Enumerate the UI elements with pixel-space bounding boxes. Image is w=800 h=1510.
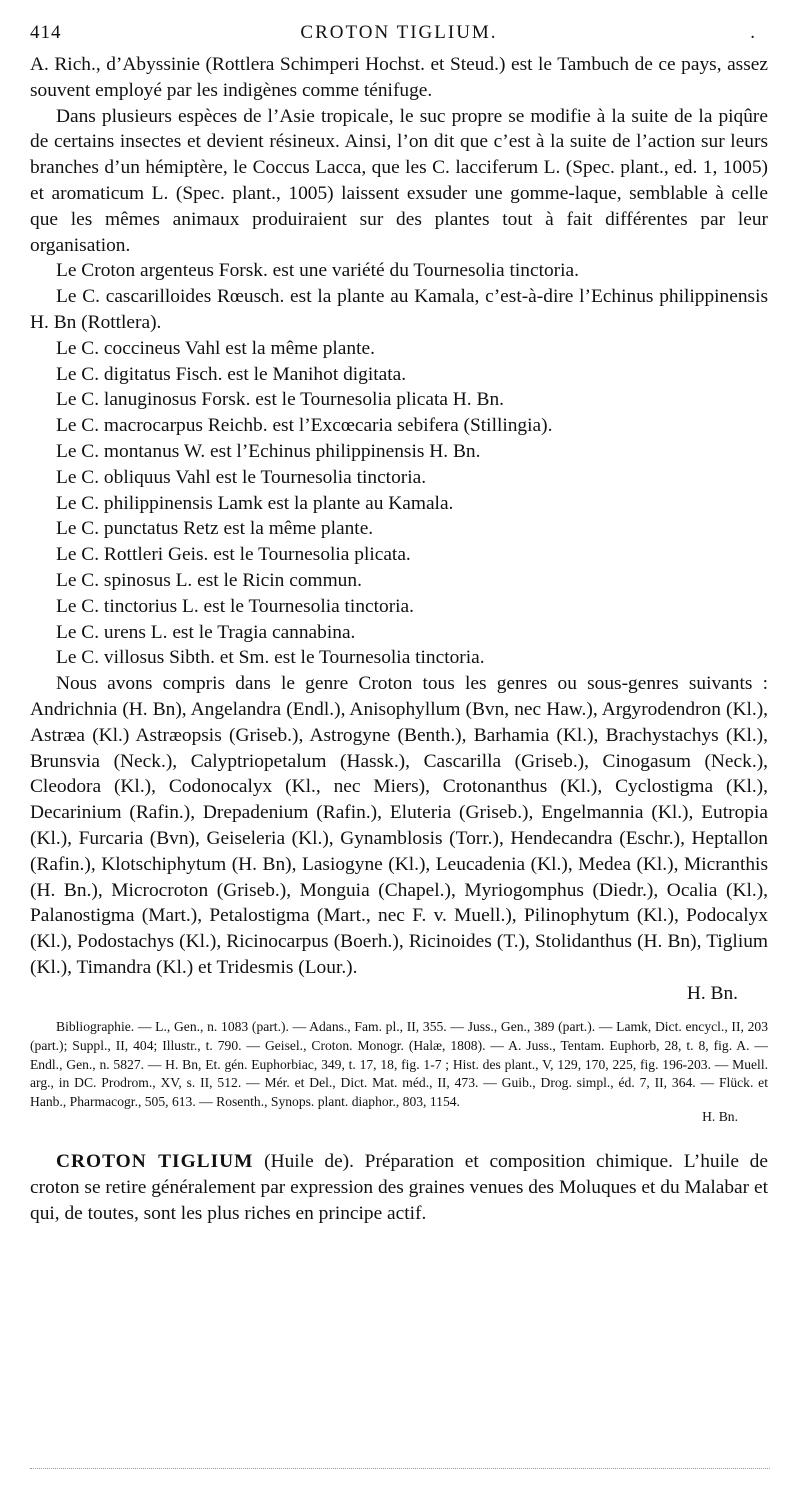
synonym-line: Le C. Rottleri Geis. est le Tournesolia plicata. (56, 544, 411, 566)
paragraph-resin: Dans plusieurs espèces de l’Asie tropicale, le suc propre se modifie à la suite de la piqûre de certains insectes et devient résineux. Ainsi, l’on dit que c’est à la suite de l’action sur leurs branches d’un hémiptère, le Coccus Lacca, que les C. lacciferum L. (Spec. plant., ed. 1, 1005) et aromaticum L. (Spec. plant., 1005) laissent exsuder une gomme-laque, semblable à celle que les mêmes animaux produiraient sur des plantes tout à fait différentes par leur organisation. (30, 105, 768, 256)
synonym-line: Le C. digitatus Fisch. est le Manihot digitata. (56, 363, 407, 385)
synonym-line: Le C. coccineus Vahl est la même plante. (56, 337, 375, 359)
synonym-line: Le C. tinctorius L. est le Tournesolia tinctoria. (56, 595, 415, 617)
header-mark: . (750, 22, 756, 43)
synonym-line: Le C. spinosus L. est le Ricin commun. (56, 569, 362, 591)
synonym-line: Le C. macrocarpus Reichb. est l’Excœcaria sebifera (Stillingia). (56, 415, 553, 437)
paragraph-argenteus: Le Croton argenteus Forsk. est une variété du Tournesolia tinctoria. (56, 260, 579, 282)
running-title: CROTON TIGLIUM. (300, 22, 498, 43)
synonym-line: Le C. philippinensis Lamk est la plante au Kamala. (56, 492, 454, 514)
page (30, 22, 768, 1227)
synonym-line: Le C. villosus Sibth. et Sm. est le Tournesolia tinctoria. (56, 647, 485, 669)
bibliography (30, 1018, 768, 1111)
paragraph-continuation: A. Rich., d’Abyssinie (Rottlera Schimperi Hochst. et Steud.) est le Tambuch de ce pays, assez souvent employé par les indigènes comme ténifuge. (30, 54, 768, 101)
paragraph-cascarilloides: Le C. cascarilloides Rœusch. est la plante au Kamala, c’est-à-dire l’Echinus philippinensis H. Bn (Rottlera). (30, 286, 768, 333)
bibliography-text: Bibliographie. — L., Gen., n. 1083 (part.). — Adans., Fam. pl., II, 355. — Juss., Gen., 389 (part.). — Lamk, Dict. encycl., II, 203 (part.); Suppl., II, 404; Illustr., t. 790. — Geisel., Croton. Monogr. (Halæ, 1808). — A. Juss., Tentam. Euphorb, 28, t. 8, fig. A. — Endl., Gen., n. 5827. — H. Bn, Et. gén. Euphorbiac, 349, t. 17, 18, fig. 1-7 ; Hist. des plant., V, 129, 170, 225, fig. 196-203. — Muell. arg., in DC. Prodrom., XV, s. II, 512. — Mér. et Del., Dict. Mat. méd., II, 473. — Guib., Drog. simpl., éd. 7, II, 364. — Flück. et Hanb., Pharmacogr., 505, 613. — Rosenth., Synops. plant. diaphor., 803, 1154. (30, 1019, 768, 1109)
synonym-line: Le C. lanuginosus Forsk. est le Tournesolia plicata H. Bn. (56, 389, 504, 411)
bibliography-signature: H. Bn. (702, 1109, 738, 1125)
synonym-list (30, 336, 768, 671)
synonym-line: Le C. punctatus Retz est la même plante. (56, 518, 374, 540)
synonym-line: Le C. montanus W. est l’Echinus philippinensis H. Bn. (56, 440, 481, 462)
running-header (30, 22, 768, 52)
synonym-line: Le C. urens L. est le Tragia cannabina. (56, 621, 356, 643)
section-croton-tiglium (30, 1149, 768, 1226)
section-heading: CROTON TIGLIUM (56, 1151, 254, 1173)
paragraph-genera: Nous avons compris dans le genre Croton tous les genres ou sous-genres suivants : Andrichnia (H. Bn), Angelandra (Endl.), Anisophyllum (Bvn, nec Haw.), Argyrodendron (Kl.), Astræa (Kl.) Astræopsis (Griseb.), Astrogyne (Benth.), Barhamia (Kl.), Brachystachys (Kl.), Brunsvia (Neck.), Calyptriopetalum (Hassk.), Cascarilla (Griseb.), Cinogasum (Neck.), Cleodora (Kl.), Codonocalyx (Kl., nec Miers), Crotonanthus (Kl.), Cyclostigma (Kl.), Decarinium (Rafin.), Drepadenium (Rafin.), Eluteria (Griseb.), Engelmannia (Kl.), Eutropia (Kl.), Furcaria (Bvn), Geiseleria (Kl.), Gynamblosis (Torr.), Hendecandra (Eschr.), Heptallon (Rafin.), Klotschiphytum (H. Bn), Lasiogyne (Kl.), Leucadenia (Kl.), Medea (Kl.), Micranthis (H. Bn.), Microcroton (Griseb.), Monguia (Chapel.), Myriogomphus (Diedr.), Ocalia (Kl.), Palanostigma (Mart.), Petalostigma (Mart., nec F. v. Muell.), Pilinophytum (Kl.), Podocalyx (Kl.), Podostachys (Kl.), Ricinocarpus (Boerh.), Ricinoides (T.), Stolidanthus (H. Bn), Tiglium (Kl.), Timandra (Kl.) et Tridesmis (Lour.). (30, 673, 768, 978)
main-text (30, 52, 768, 1006)
synonym-line: Le C. obliquus Vahl est le Tournesolia tinctoria. (56, 466, 427, 488)
footer-rule (30, 1468, 770, 1469)
section-text: (Huile de). Préparation et composition chimique. L’huile de croton se retire généralement par expression des graines venues des Moluques et du Malabar et qui, de toutes, sont les plus riches en principe actif. (30, 1151, 768, 1225)
genera-signature: H. Bn. (686, 982, 738, 1004)
section-paragraph (30, 1149, 768, 1226)
page-number: 414 (30, 22, 62, 43)
